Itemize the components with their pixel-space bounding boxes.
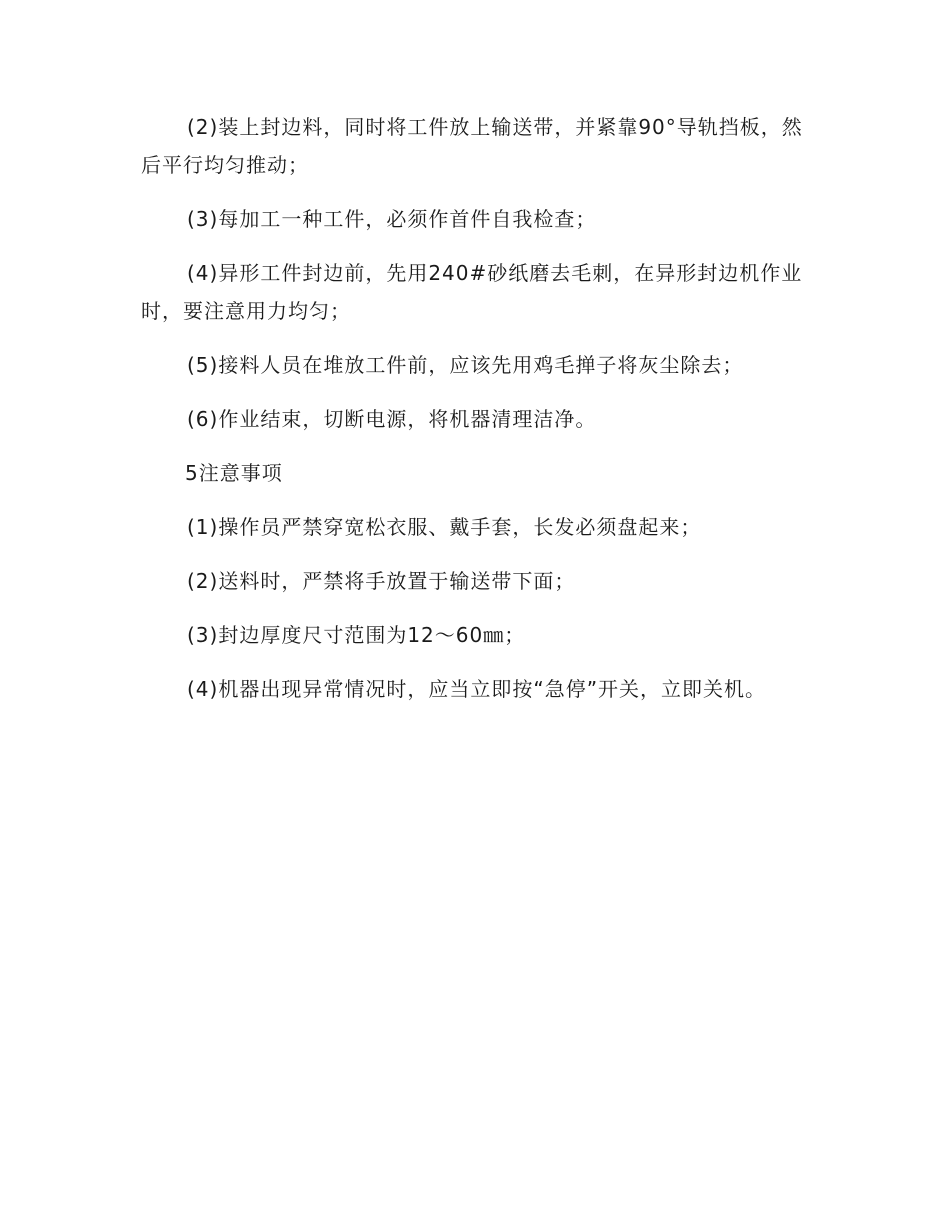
paragraph-note-4: (4)机器出现异常情况时，应当立即按“急停”开关，立即关机。 [187,677,767,701]
section-heading-notes: 5注意事项 [185,461,283,485]
paragraph-step-2: (2)装上封边料，同时将工件放上输送带，并紧靠90°导轨挡板，然后平行均匀推动； [141,115,803,177]
paragraph-step-5: (5)接料人员在堆放工件前，应该先用鸡毛掸子将灰尘除去； [187,353,744,377]
paragraph-step-4: (4)异形工件封边前，先用240#砂纸磨去毛刺，在异形封边机作业时，要注意用力均匀； [141,261,803,323]
paragraph-note-2: (2)送料时，严禁将手放置于输送带下面； [187,569,576,593]
paragraph-step-6: (6)作业结束，切断电源，将机器清理洁净。 [187,407,597,431]
paragraph-step-3: (3)每加工一种工件，必须作首件自我检查； [187,207,597,231]
document-body [141,108,821,724]
paragraph-note-3: (3)封边厚度尺寸范围为12～60㎜； [187,623,526,647]
paragraph-note-1: (1)操作员严禁穿宽松衣服、戴手套，长发必须盘起来； [187,515,702,539]
